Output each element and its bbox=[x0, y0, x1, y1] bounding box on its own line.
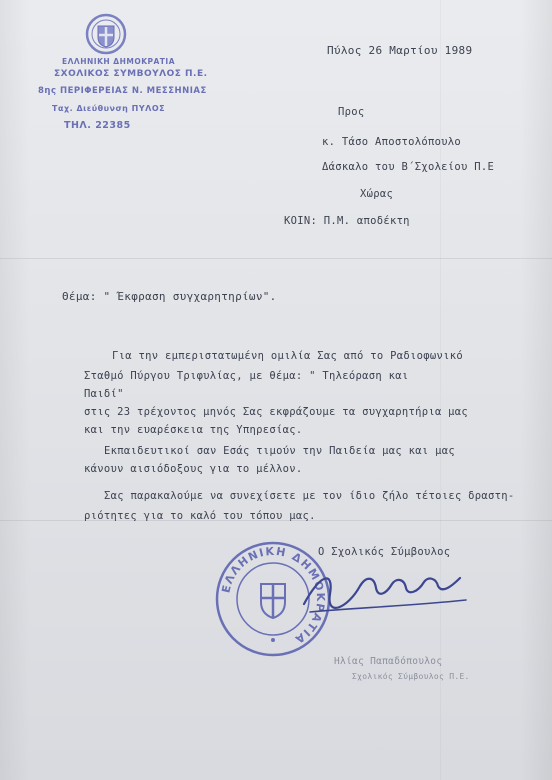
signatory-role: Σχολικός Σύμβουλος Π.Ε. bbox=[352, 672, 470, 681]
body-line: κάνουν αισιόδοξους για το μέλλον. bbox=[84, 463, 303, 475]
body-line: και την ευαρέσκεια της Υπηρεσίας. bbox=[84, 424, 303, 436]
recipient-cc: ΚΟΙΝ: Π.Μ. αποδέκτη bbox=[284, 215, 410, 227]
coat-of-arms-icon bbox=[84, 12, 128, 56]
seal-text: ΕΛΛΗΝΙΚΗ ΔΗΜΟΚΡΑΤΙΑ bbox=[219, 544, 328, 647]
letterhead-line-4: Ταχ. Διεύθυνση ΠΥΛΟΣ bbox=[52, 104, 166, 113]
signatory-title: Ο Σχολικός Σύμβουλος bbox=[318, 546, 451, 558]
body-line: Εκπαιδευτικοί σαν Εσάς τιμούν την Παιδεία μας και μας bbox=[104, 445, 455, 457]
handwritten-signature bbox=[300, 564, 470, 620]
letterhead-line-5: ΤΗΛ. 22385 bbox=[64, 120, 131, 131]
body-line: Σας παρακαλούμε να συνεχίσετε με τον ίδιο ζήλο τέτοιες δραστη- bbox=[104, 490, 515, 502]
recipient-name: κ. Τάσο Αποστολόπουλο bbox=[322, 136, 462, 148]
body-line: στις 23 τρέχοντος μηνός Σας εκφράζουμε τα συγχαρητήρια μας bbox=[84, 406, 469, 418]
letterhead-line-3: 8ης ΠΕΡΙΦΕΡΕΙΑΣ Ν. ΜΕΣΣΗΝΙΑΣ bbox=[38, 86, 207, 96]
letter-subject: Θέμα: " Έκφραση συγχαρητηρίων". bbox=[62, 290, 277, 303]
body-line: Για την εμπεριστατωμένη ομιλία Σας από το Ραδιοφωνικό bbox=[112, 350, 463, 362]
recipient-role: Δάσκαλο του Β΄Σχολείου Π.Ε bbox=[322, 161, 495, 173]
letterhead-line-1: ΕΛΛΗΝΙΚΗ ΔΗΜΟΚΡΑΤΙΑ bbox=[62, 57, 176, 66]
body-line: Παιδί" bbox=[84, 388, 124, 400]
letter-date: Πύλος 26 Μαρτίου 1989 bbox=[327, 44, 473, 57]
signatory-name: Ηλίας Παπαδόπουλος bbox=[334, 656, 443, 667]
body-line: ριότητες για το καλό του τόπου μας. bbox=[84, 510, 316, 522]
fold-crease bbox=[0, 258, 552, 259]
letterhead-line-2: ΣΧΟΛΙΚΟΣ ΣΥΜΒΟΥΛΟΣ Π.Ε. bbox=[54, 69, 208, 79]
recipient-place: Χώρας bbox=[360, 188, 394, 200]
body-line: Σταθμό Πύργου Τριφυλίας, με θέμα: " Τηλεόραση και bbox=[84, 370, 409, 382]
recipient-label: Προς bbox=[338, 106, 365, 118]
